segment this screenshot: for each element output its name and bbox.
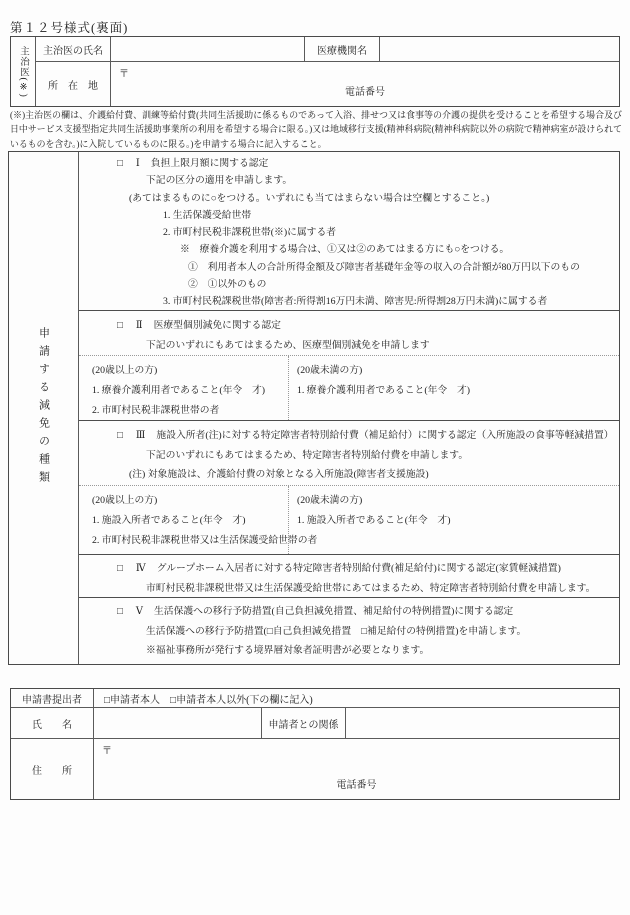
section-2-adult-item-1[interactable]: 1. 療養介護利用者であること(年令 才) bbox=[92, 385, 266, 396]
submitter-label: 申請書提出者 bbox=[11, 689, 94, 707]
section-5-line-1 bbox=[79, 622, 619, 642]
doctor-address-label: 所 在 地 bbox=[36, 62, 111, 106]
section-5-supplement-checkbox[interactable]: □補足給付の特例措置 bbox=[361, 625, 456, 637]
doctor-info-table bbox=[10, 36, 620, 107]
medical-org-label: 医療機関名 bbox=[305, 37, 380, 61]
exemption-side-label: 申請する減免の種類 bbox=[37, 327, 50, 489]
doctor-name-label: 主治医の氏名 bbox=[36, 37, 111, 61]
doctor-row-name bbox=[36, 37, 619, 62]
section-2 bbox=[79, 311, 619, 421]
submitter-name-label: 氏 名 bbox=[11, 708, 94, 738]
submitter-address-row bbox=[11, 739, 619, 799]
exemption-sections bbox=[79, 152, 619, 664]
submitter-phone-label: 電話番号 bbox=[336, 780, 377, 791]
section-3-adult-header: (20歳以上の方) bbox=[92, 494, 158, 506]
submitter-self-checkbox[interactable]: □申請者本人 bbox=[104, 694, 161, 706]
section-2-columns bbox=[79, 355, 619, 420]
exemption-side-label-cell bbox=[9, 152, 79, 664]
section-1-option-2[interactable]: 2. 市町村民税非課税世帯(※)に属する者 bbox=[163, 227, 337, 239]
section-3-numeral: Ⅲ bbox=[135, 430, 146, 441]
section-2-minor-item-1[interactable]: 1. 療養介護利用者であること(年令 才) bbox=[297, 385, 471, 396]
section-5 bbox=[79, 598, 619, 664]
section-1-note: (あてはまるものに○をつける。いずれにも当てはまらない場合は空欄とすること。) bbox=[129, 192, 490, 204]
doctor-phone-label: 電話番号 bbox=[345, 87, 385, 98]
section-5-line-1-suffix: )を申請します。 bbox=[455, 625, 527, 637]
page-title: 第１２号様式(裏面) bbox=[10, 21, 129, 35]
section-3-adult-item-1[interactable]: 1. 施設入所者であること(年令 才) bbox=[92, 514, 246, 526]
section-1-option-2-sub-2[interactable]: ② ①以外のもの bbox=[188, 279, 267, 291]
section-2-adult-header: (20歳以上の方) bbox=[92, 365, 158, 376]
submitter-other-checkbox[interactable]: □申請者本人以外(下の欄に記入) bbox=[170, 694, 313, 706]
doctor-field-note: (※)主治医の欄は、介護給付費、訓練等給付費(共同生活援助に係るものであって入浴、排せつ又は食事等の介護の提供を受けることを希望する場合及び日中サービス支援型指定共同生活援助事業所の利用を希望する場合に限る。)又は地域移行支援(精神科病院(精神科病院以外の病院で精神病室が設けられているものを含む。)に入院しているものに限る。)を申請する場合に記入すること。 bbox=[10, 110, 622, 149]
submitter-relation-label: 申請者との関係 bbox=[262, 708, 346, 738]
section-5-line-2: ※福祉事務所が発行する境界層対象者証明書が必要となります。 bbox=[146, 645, 430, 656]
submitter-table bbox=[10, 688, 620, 800]
section-3-intro: 下記のいずれにもあてはまるため、特定障害者特別給付費を申請します。 bbox=[146, 449, 469, 461]
section-2-intro: 下記のいずれにもあてはまるため、医療型個別減免を申請します bbox=[146, 339, 430, 351]
section-3-checkbox[interactable]: □ bbox=[117, 430, 123, 441]
doctor-row-address bbox=[36, 62, 619, 106]
section-3-columns bbox=[79, 485, 619, 555]
section-2-adult-column bbox=[79, 356, 289, 420]
medical-org-field[interactable] bbox=[380, 37, 619, 61]
submitter-relation-field[interactable] bbox=[346, 708, 619, 738]
section-4-title: グループホーム入居者に対する特定障害者特別給付費(補足給付)に関する認定(家賃軽減措置) bbox=[156, 563, 561, 574]
section-3-minor-header: (20歳未満の方) bbox=[297, 494, 363, 506]
section-3-note: (注) 対象施設は、介護給付費の対象となる入所施設(障害者支援施設) bbox=[129, 469, 429, 480]
section-3-adult-item-2[interactable]: 2. 市町村民税非課税世帯又は生活保護受給世帯の者 bbox=[92, 534, 318, 546]
submitter-options bbox=[94, 689, 619, 707]
section-2-title: 医療型個別減免に関する認定 bbox=[153, 320, 281, 331]
section-1-option-2-sub-1[interactable]: ① 利用者本人の合計所得金額及び障害者基礎年金等の収入の合計額が80万円以下のもの bbox=[188, 261, 580, 273]
section-3 bbox=[79, 421, 619, 555]
section-1-option-2-note: ※ 療養介護を利用する場合は、①又は②のあてはまる方にも○をつける。 bbox=[180, 244, 510, 256]
section-1-title: 負担上限月額に関する認定 bbox=[150, 158, 269, 169]
section-5-checkbox[interactable]: □ bbox=[117, 606, 123, 617]
section-4-line: 市町村民税非課税世帯又は生活保護受給世帯にあてはまるため、特定障害者特別給付費を申請します。 bbox=[146, 582, 596, 594]
section-3-minor-item-1[interactable]: 1. 施設入所者であること(年令 才) bbox=[297, 514, 451, 526]
section-3-title: 施設入所者(注)に対する特定障害者特別給付費（補足給付）に関する認定（入所施設の食事等軽減措置） bbox=[156, 430, 614, 441]
section-5-line-1-prefix: 生活保護への移行予防措置( bbox=[146, 625, 267, 637]
section-1-option-1[interactable]: 1. 生活保護受給世帯 bbox=[163, 209, 252, 221]
section-2-numeral: Ⅱ bbox=[135, 320, 143, 331]
section-4-checkbox[interactable]: □ bbox=[117, 563, 123, 574]
section-1-option-3[interactable]: 3. 市町村民税課税世帯(障害者:所得割16万円未満、障害児:所得割28万円未満)に属する者 bbox=[163, 296, 548, 308]
section-2-adult-item-2[interactable]: 2. 市町村民税非課税世帯の者 bbox=[92, 405, 220, 416]
exemption-table bbox=[8, 151, 620, 665]
section-3-minor-column bbox=[289, 486, 619, 555]
section-1 bbox=[79, 152, 619, 311]
submitter-name-field[interactable] bbox=[94, 708, 262, 738]
section-1-checkbox[interactable]: □ bbox=[117, 158, 123, 169]
doctor-main bbox=[36, 37, 619, 106]
section-4 bbox=[79, 555, 619, 598]
section-2-checkbox[interactable]: □ bbox=[117, 320, 123, 331]
section-1-numeral: Ⅰ bbox=[135, 158, 140, 169]
section-5-self-pay-checkbox[interactable]: □自己負担減免措置 bbox=[266, 625, 352, 637]
doctor-side-label-cell bbox=[11, 37, 36, 106]
submitter-address-field[interactable] bbox=[94, 739, 619, 799]
section-5-numeral: Ⅴ bbox=[135, 606, 143, 617]
postal-mark: 〒 bbox=[119, 69, 129, 80]
doctor-address-field[interactable] bbox=[111, 62, 619, 106]
section-1-intro: 下記の区分の適用を申請します。 bbox=[146, 175, 293, 187]
section-2-minor-header: (20歳未満の方) bbox=[297, 365, 363, 376]
section-2-minor-column bbox=[289, 356, 619, 420]
submitter-row bbox=[11, 689, 619, 708]
section-4-numeral: Ⅳ bbox=[135, 563, 146, 574]
section-5-title: 生活保護への移行予防措置(自己負担減免措置、補足給付の特例措置)に関する認定 bbox=[154, 606, 514, 617]
submitter-name-row bbox=[11, 708, 619, 739]
doctor-name-field[interactable] bbox=[111, 37, 305, 61]
submitter-postal-mark: 〒 bbox=[102, 746, 112, 757]
doctor-side-label: 主治医(※) bbox=[18, 45, 28, 98]
submitter-address-label: 住 所 bbox=[11, 739, 94, 799]
section-3-adult-column bbox=[79, 486, 318, 555]
